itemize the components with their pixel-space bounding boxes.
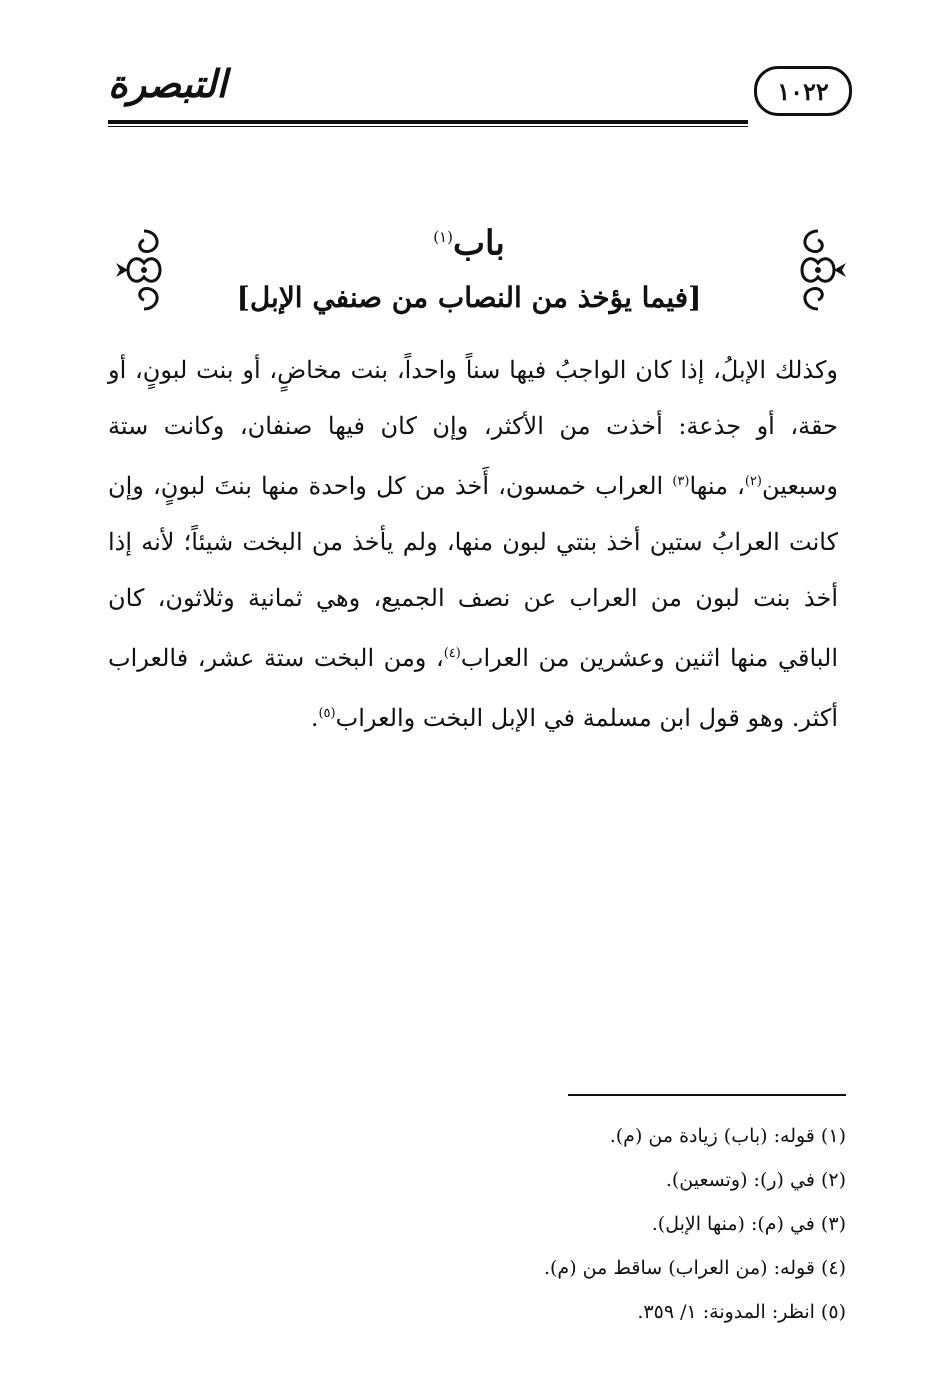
- body-paragraph: [108, 342, 838, 746]
- chapter-title: [0, 212, 938, 268]
- footnote-ref-4: (٤): [443, 646, 461, 661]
- footnotes: [420, 1114, 846, 1334]
- chapter-title-text: باب: [452, 223, 505, 264]
- footnote-ref-1: (١): [433, 228, 453, 246]
- body-text-segment: ، منها: [689, 472, 745, 500]
- running-title: التبصرة: [108, 61, 227, 106]
- body-text-segment: وكذلك الإبلُ، إذا كان الواجبُ فيها سناً واحداً، بنت مخاضٍ، أو بنت لبونٍ، أو حقة، أو جذعة: أخذت من الأكثر، وإن كان فيها صنفان، وكانت ستة وسبعين: [108, 356, 839, 500]
- header-rule: [108, 120, 748, 124]
- footnote-ref-2: (٢): [744, 474, 762, 489]
- page-header: [108, 52, 858, 132]
- footnote-4: (٤) قوله: (من العراب) ساقط من (م).: [543, 1257, 846, 1279]
- footnote-ref-3: (٣): [672, 474, 690, 489]
- body-text-segment: .: [310, 704, 319, 732]
- footnote-1: (١) قوله: (باب) زيادة من (م).: [609, 1125, 846, 1147]
- footnote-separator: [568, 1094, 846, 1096]
- footnote-ref-5: (٥): [318, 706, 336, 721]
- header-rule-thin: [108, 126, 748, 127]
- footnote-2: (٢) في (ر): (وتسعين).: [665, 1169, 846, 1191]
- footnote-5: (٥) انظر: المدونة: ١/ ٣٥٩.: [637, 1301, 846, 1323]
- footnote-3: (٣) في (م): (منها الإبل).: [651, 1213, 846, 1235]
- chapter-subtitle: [فيما يؤخذ من النصاب من صنفي الإبل]: [236, 281, 702, 314]
- body-text-segment: العراب خمسون، أَخذ من كل واحدة منها بنتَ لبونٍ، وإن كانت العرابُ ستين أخذ بنتي لبون منها، ولم يأخذ من البخت شيئاً؛ لأنه إذا أخذ بنت لبون من العراب عن نصف الجميع، وهي ثمانية وثلاثون، كان الباقي منها اثنين وعشرين من العراب: [108, 472, 838, 672]
- page-number: ١٠٢٢: [754, 66, 852, 116]
- body-text-segment: ، ومن البخت ستة عشر، فالعراب أكثر. وهو قول ابن مسلمة في الإبل البخت والعراب: [108, 644, 838, 732]
